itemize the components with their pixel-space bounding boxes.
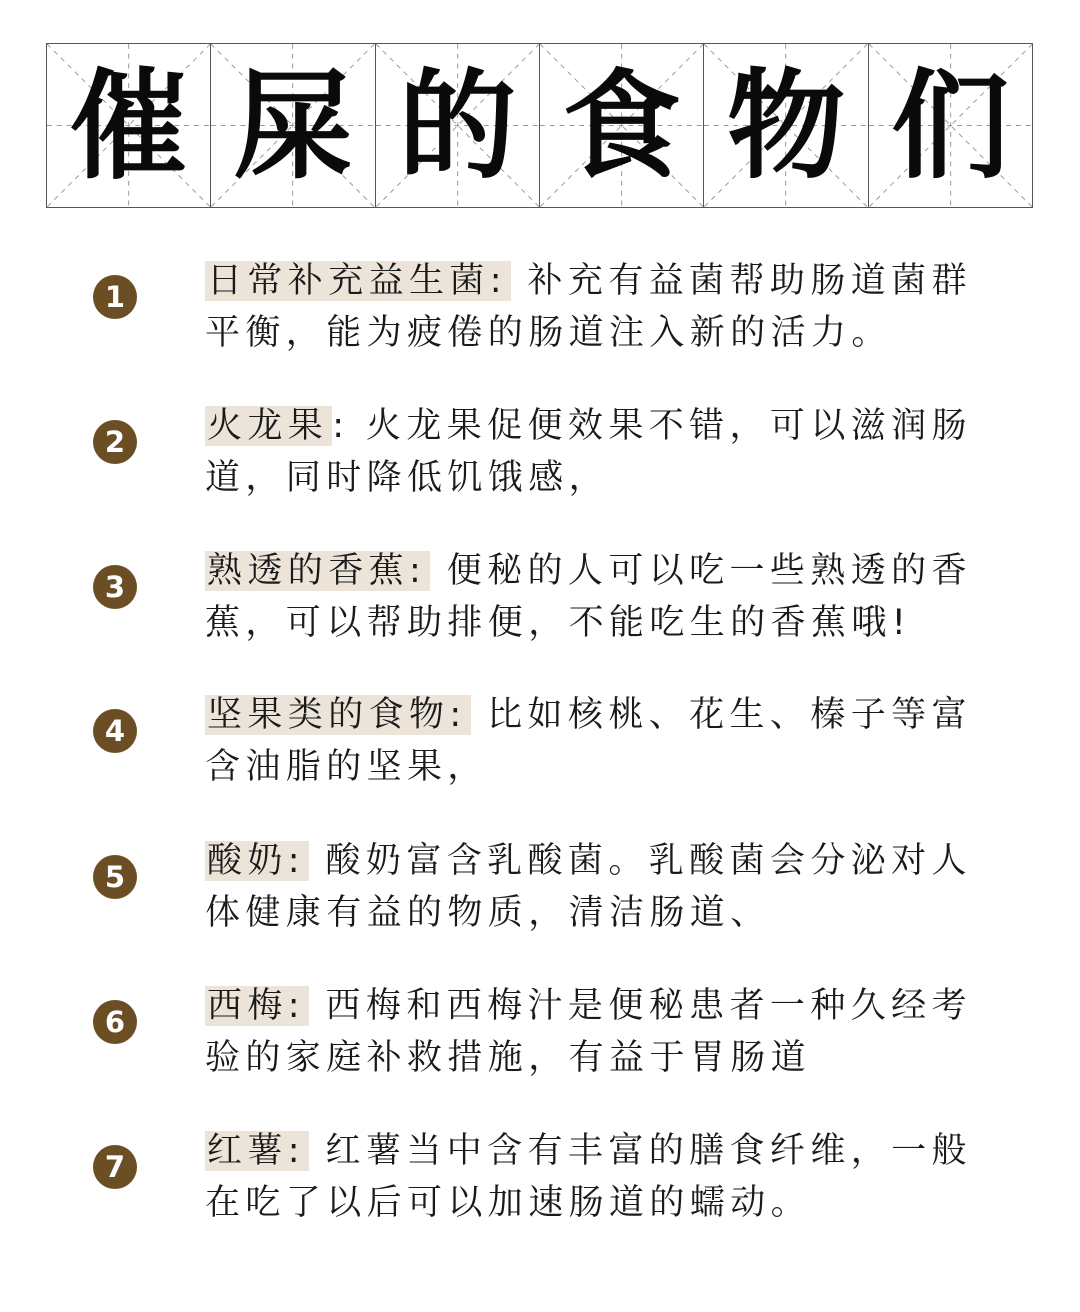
item-term: 西梅: — [205, 986, 309, 1026]
list-item — [0, 841, 1080, 975]
item-term: 熟透的香蕉: — [205, 551, 430, 591]
title-char: 物 — [726, 56, 845, 195]
title-cell — [539, 44, 703, 207]
item-description: 补充有益菌帮助肠道菌群平衡，能为疲倦的肠道注入新的活力。 — [205, 261, 972, 353]
number-badge: 2 — [93, 420, 137, 464]
title-char: 屎 — [233, 56, 352, 195]
number-badge: 6 — [93, 1000, 137, 1044]
item-text — [205, 545, 985, 649]
title-char: 催 — [69, 56, 188, 195]
item-text — [205, 980, 985, 1084]
item-description: 红薯当中含有丰富的膳食纤维，一般在吃了以后可以加速肠道的蠕动。 — [205, 1131, 972, 1223]
title-grid — [46, 43, 1033, 208]
title-cell — [703, 44, 867, 207]
title-cell — [210, 44, 374, 207]
item-text — [205, 689, 985, 793]
item-text — [205, 835, 985, 939]
item-text — [205, 255, 985, 359]
number-badge: 1 — [93, 275, 137, 319]
item-term: 日常补充益生菌: — [205, 261, 511, 301]
list-item — [0, 406, 1080, 540]
list-item — [0, 1131, 1080, 1265]
number-badge: 7 — [93, 1145, 137, 1189]
item-description: 酸奶富含乳酸菌。乳酸菌会分泌对人体健康有益的物质，清洁肠道、 — [205, 841, 972, 933]
title-cell — [47, 44, 210, 207]
list-item — [0, 551, 1080, 685]
number-badge: 5 — [93, 855, 137, 899]
title-char: 的 — [398, 56, 517, 195]
item-term: 酸奶: — [205, 841, 309, 881]
number-badge: 3 — [93, 565, 137, 609]
item-description: 比如核桃、花生、榛子等富含油脂的坚果， — [205, 695, 972, 787]
title-cell — [375, 44, 539, 207]
list-item — [0, 986, 1080, 1120]
number-badge: 4 — [93, 709, 137, 753]
item-text — [205, 1125, 985, 1229]
item-term: 红薯: — [205, 1131, 309, 1171]
title-char: 食 — [562, 56, 681, 195]
title-char: 们 — [891, 56, 1010, 195]
title-cell — [868, 44, 1032, 207]
item-description: : 火龙果促便效果不错，可以滋润肠道，同时降低饥饿感， — [205, 406, 972, 498]
item-term: 火龙果 — [205, 406, 332, 446]
list-item — [0, 261, 1080, 395]
item-description: 便秘的人可以吃一些熟透的香蕉，可以帮助排便，不能吃生的香蕉哦! — [205, 551, 972, 643]
item-term: 坚果类的食物: — [205, 695, 471, 735]
item-text — [205, 400, 985, 504]
item-description: 西梅和西梅汁是便秘患者一种久经考验的家庭补救措施，有益于胃肠道 — [205, 986, 972, 1078]
list-item — [0, 695, 1080, 829]
